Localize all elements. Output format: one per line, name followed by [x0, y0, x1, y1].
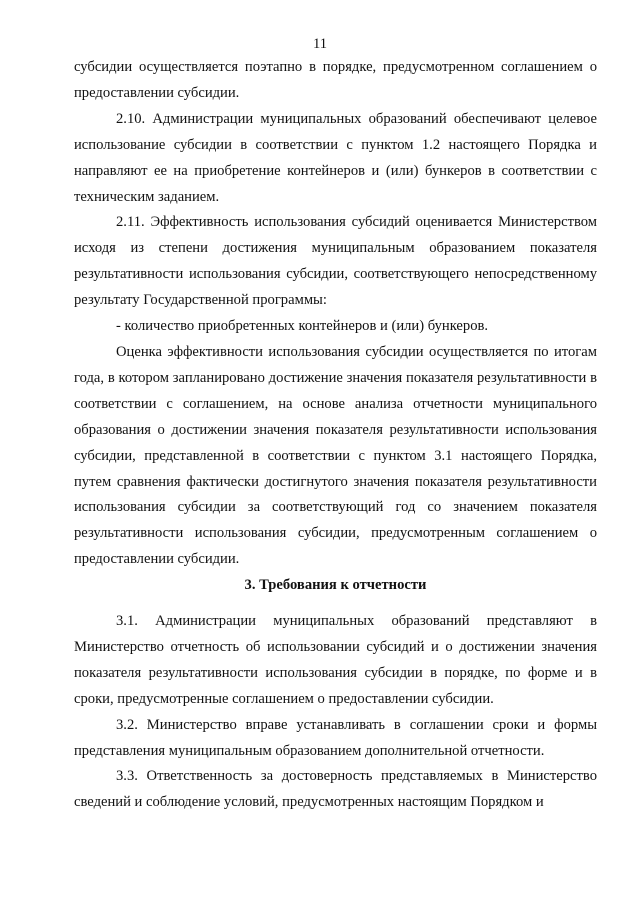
paragraph-3-1: 3.1. Администрации муниципальных образований представляют в Министерство отчетность об использовании субсидий и о достижении значения показателя результативности использования субсидии в порядке, по форме и в сроки, предусмотренные соглашением о предоставлении субсидии.	[74, 613, 597, 707]
page-number: 11	[312, 36, 328, 52]
paragraph-efficiency-assessment: Оценка эффективности использования субсидии осуществляется по итогам года, в котором запланировано достижение значения показателя результативности в соответствии с соглашением, на основе анализа отчетности муниципального образования о достижении значения показателя результативности использования субсидии, представленной в соответствии с пунктом 3.1 настоящего Порядка, путем сравнения фактически достигнутого значения показателя результативности использования субсидии за соответствующий год со значением показателя результативности использования субсидии, предусмотренным соглашением о предоставлении субсидии.	[74, 343, 597, 568]
paragraph-2-11: 2.11. Эффективность использования субсидий оценивается Министерством исходя из степени достижения муниципальным образованием показателя результативности использования субсидии, соответствующего непосредственному результату Государственной программы:	[74, 214, 597, 309]
paragraph-continuation: субсидии осуществляется поэтапно в порядке, предусмотренном соглашением о предоставлении субсидии.	[74, 59, 597, 101]
list-item-containers: - количество приобретенных контейнеров и (или) бункеров.	[116, 318, 489, 335]
paragraph-2-10: 2.10. Администрации муниципальных образований обеспечивают целевое использование субсидии в соответствии с пунктом 1.2 настоящего Порядка и направляют ее на приобретение контейнеров и (или) бункеров в соответствии с техническим заданием.	[74, 110, 597, 205]
paragraph-3-3: 3.3. Ответственность за достоверность представляемых в Министерство сведений и соблюдение условий, предусмотренных настоящим Порядком и	[74, 768, 597, 811]
section-heading: 3. Требования к отчетности	[244, 577, 427, 594]
paragraph-3-2: 3.2. Министерство вправе устанавливать в соглашении сроки и формы представления муниципальным образованием дополнительной отчетности.	[74, 716, 597, 759]
document-body	[74, 55, 597, 816]
